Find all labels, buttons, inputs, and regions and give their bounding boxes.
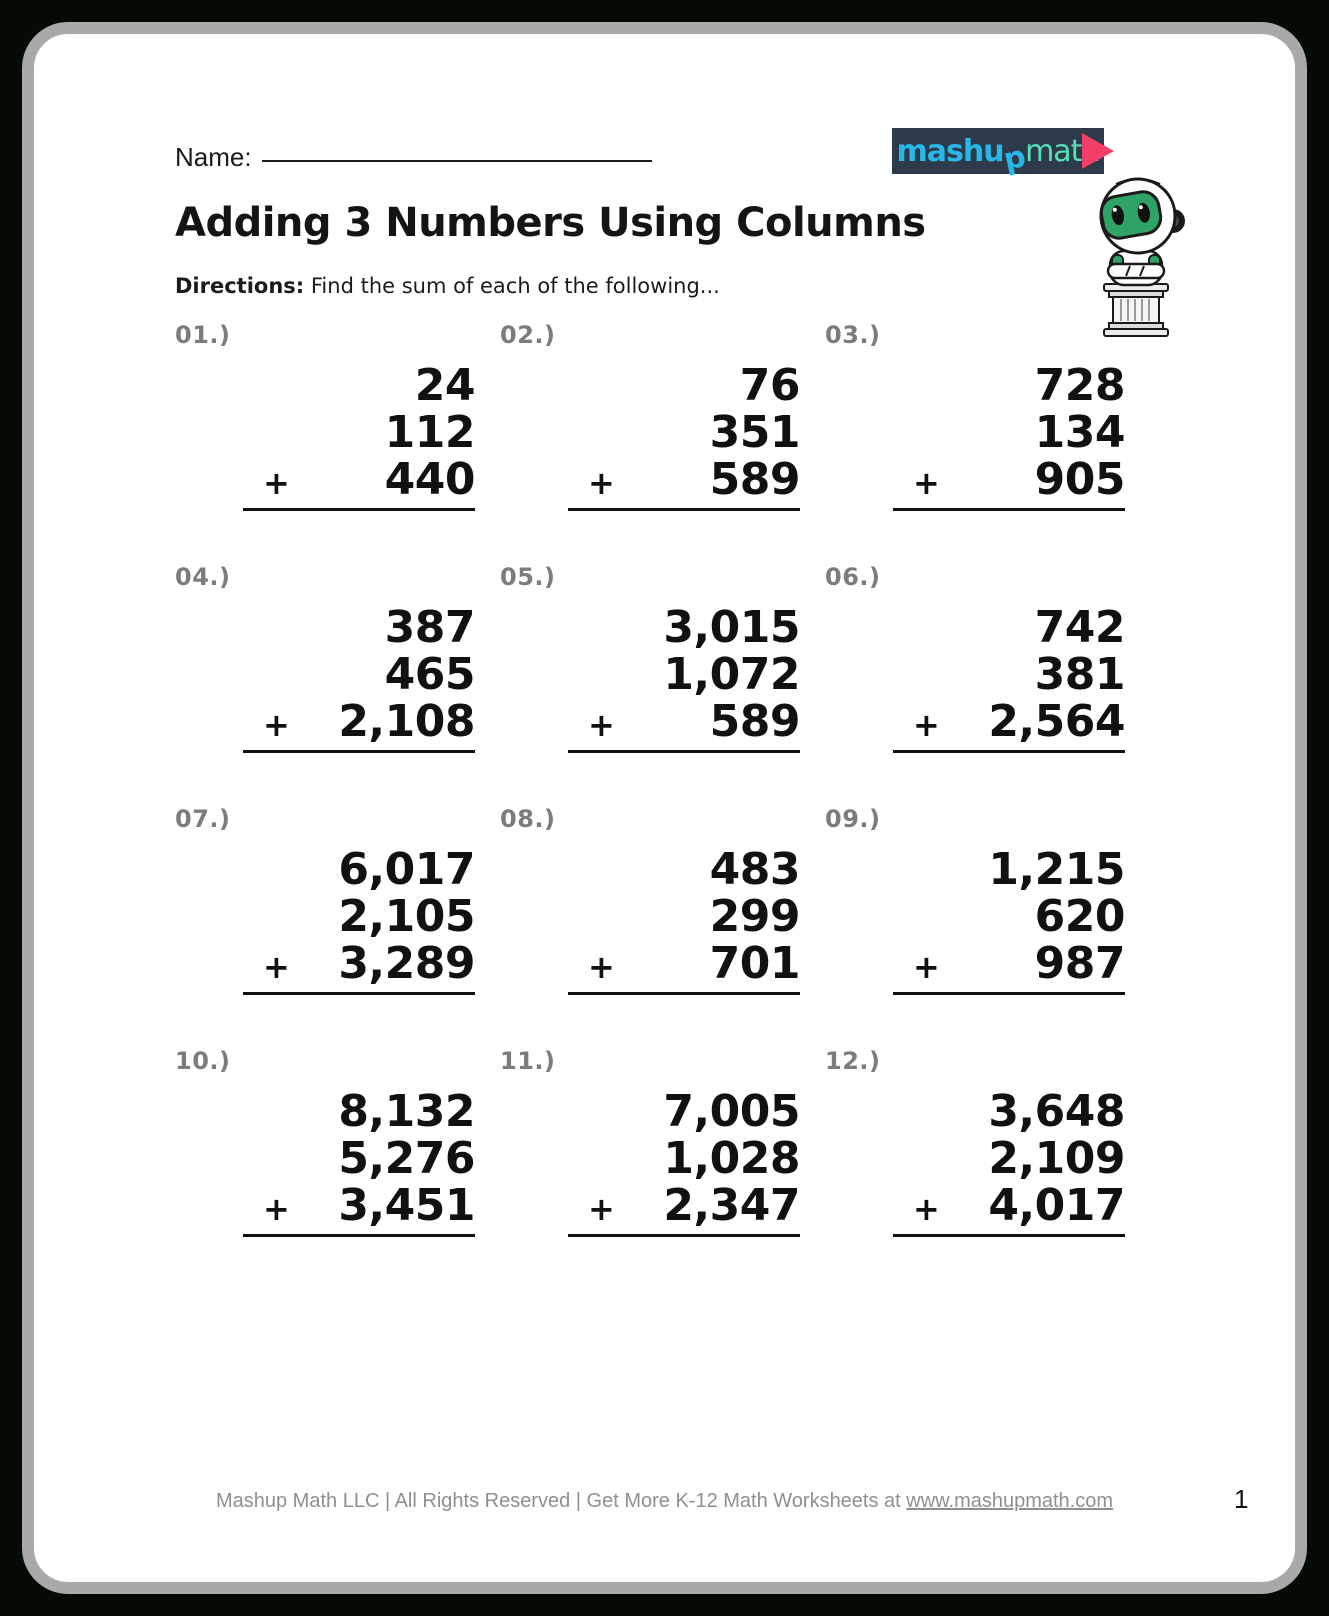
addend: 589 <box>709 696 800 747</box>
sum-line <box>893 456 1125 511</box>
problem-07 <box>175 806 475 995</box>
addend: 5,276 <box>338 1133 475 1184</box>
problem-number: 10.) <box>175 1047 231 1075</box>
directions <box>175 274 720 298</box>
problem-08 <box>500 806 800 995</box>
problem-05 <box>500 564 800 753</box>
name-label: Name: <box>175 142 252 172</box>
addend: 134 <box>1034 407 1125 458</box>
sum-line <box>243 698 475 753</box>
problem-06 <box>825 564 1125 753</box>
sum-line <box>568 698 800 753</box>
addend: 483 <box>709 844 800 895</box>
logo-text-mashu: mashu <box>896 133 1004 169</box>
plus-sign: + <box>263 706 290 744</box>
addend: 701 <box>709 938 800 989</box>
addend: 112 <box>384 407 475 458</box>
footer <box>34 1490 1295 1513</box>
name-row <box>175 142 652 173</box>
plus-sign: + <box>588 464 615 502</box>
addend: 1,072 <box>663 649 800 700</box>
addend: 76 <box>739 360 800 411</box>
logo-text-p: p <box>1000 138 1029 178</box>
problem-04 <box>175 564 475 753</box>
sum-line <box>568 940 800 995</box>
page-number: 1 <box>1234 1484 1249 1514</box>
sum-line <box>568 1182 800 1237</box>
sum-line <box>893 940 1125 995</box>
problem-number: 11.) <box>500 1047 556 1075</box>
problem-02 <box>500 322 800 511</box>
robot-mascot-icon <box>1066 166 1188 342</box>
addend: 351 <box>709 407 800 458</box>
plus-sign: + <box>263 1190 290 1228</box>
name-fill-line <box>262 160 652 162</box>
addend: 440 <box>384 454 475 505</box>
footer-text: Mashup Math LLC | All Rights Reserved | Get More K-12 Math Worksheets at <box>215 1490 907 1512</box>
addend: 987 <box>1034 938 1125 989</box>
addend: 728 <box>1034 360 1125 411</box>
sum-line <box>893 1182 1125 1237</box>
sum-line <box>243 940 475 995</box>
footer-link[interactable]: www.mashupmath.com <box>906 1490 1114 1512</box>
plus-sign: + <box>263 948 290 986</box>
plus-sign: + <box>263 464 290 502</box>
addend: 381 <box>1034 649 1125 700</box>
logo-text-math: math <box>1025 133 1100 169</box>
addend: 465 <box>384 649 475 700</box>
plus-sign: + <box>913 464 940 502</box>
sum-line <box>568 456 800 511</box>
problem-11 <box>500 1048 800 1237</box>
addend: 2,347 <box>663 1180 800 1231</box>
problem-09 <box>825 806 1125 995</box>
problem-number: 04.) <box>175 563 231 591</box>
addend: 2,564 <box>988 696 1125 747</box>
problem-03 <box>825 322 1125 511</box>
addend: 620 <box>1034 891 1125 942</box>
directions-label: Directions: <box>175 274 305 298</box>
sum-line <box>893 698 1125 753</box>
problem-number: 07.) <box>175 805 231 833</box>
plus-sign: + <box>588 706 615 744</box>
sum-line <box>243 1182 475 1237</box>
directions-text: Find the sum of each of the following... <box>304 274 720 298</box>
plus-sign: + <box>913 948 940 986</box>
plus-sign: + <box>588 1190 615 1228</box>
play-triangle-icon <box>1082 133 1114 169</box>
problem-number: 02.) <box>500 321 556 349</box>
problem-number: 08.) <box>500 805 556 833</box>
worksheet-page <box>22 22 1307 1594</box>
addend: 6,017 <box>338 844 475 895</box>
addend: 24 <box>414 360 475 411</box>
problem-number: 06.) <box>825 563 881 591</box>
addend: 3,015 <box>663 602 800 653</box>
problem-number: 09.) <box>825 805 881 833</box>
addend: 1,215 <box>988 844 1125 895</box>
problem-12 <box>825 1048 1125 1237</box>
addend: 3,451 <box>338 1180 475 1231</box>
problem-number: 03.) <box>825 321 881 349</box>
addend: 2,108 <box>338 696 475 747</box>
addend: 2,109 <box>988 1133 1125 1184</box>
page-title: Adding 3 Numbers Using Columns <box>175 200 926 246</box>
addend: 387 <box>384 602 475 653</box>
problem-10 <box>175 1048 475 1237</box>
problem-number: 05.) <box>500 563 556 591</box>
addend: 7,005 <box>663 1086 800 1137</box>
problem-number: 12.) <box>825 1047 881 1075</box>
problem-number: 01.) <box>175 321 231 349</box>
addend: 3,289 <box>338 938 475 989</box>
problem-01 <box>175 322 475 511</box>
addend: 4,017 <box>988 1180 1125 1231</box>
addend: 589 <box>709 454 800 505</box>
sum-line <box>243 456 475 511</box>
addend: 299 <box>709 891 800 942</box>
plus-sign: + <box>588 948 615 986</box>
addend: 905 <box>1034 454 1125 505</box>
addend: 1,028 <box>663 1133 800 1184</box>
addend: 742 <box>1034 602 1125 653</box>
plus-sign: + <box>913 706 940 744</box>
addend: 2,105 <box>338 891 475 942</box>
problems-grid <box>175 322 1125 1237</box>
addend: 3,648 <box>988 1086 1125 1137</box>
plus-sign: + <box>913 1190 940 1228</box>
addend: 8,132 <box>338 1086 475 1137</box>
